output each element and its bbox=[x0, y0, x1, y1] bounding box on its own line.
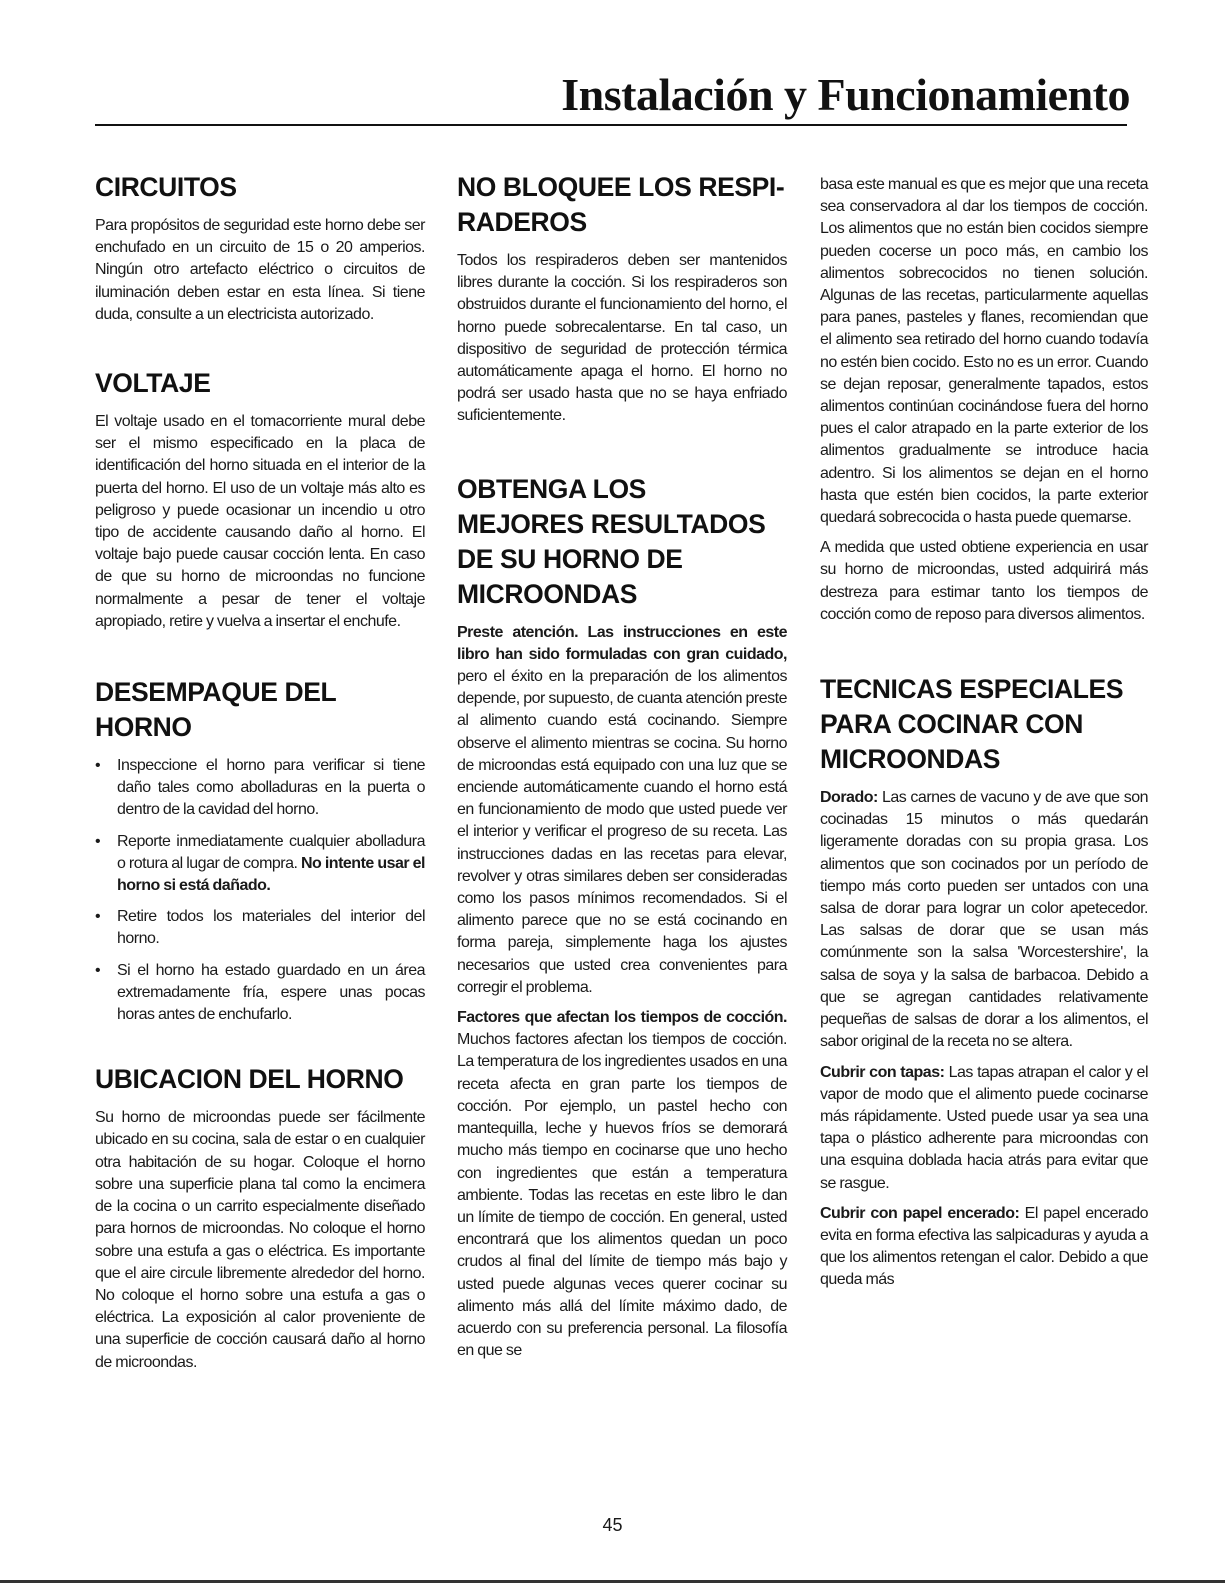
lead-in-bold: Dorado: bbox=[820, 789, 878, 807]
bottom-edge bbox=[0, 1580, 1225, 1583]
section-voltaje bbox=[95, 366, 425, 633]
section-paragraph bbox=[457, 1007, 787, 1362]
paragraph-text: Muchos factores afectan los tiempos de cocción. La temperatura de los ingredientes usados en una receta afecta en gran parte los tiempos de cocción. Por ejemplo, un pastel hecho con mantequilla, leche y huevos fríos se demorará mucho más tiempo en cocinarse que uno hecho con ingredientes que están a temperatura ambiente. Todas las recetas en este libro le dan un límite de tiempo de cocción. En general, usted encontrará que los alimentos quedan un poco crudos al final del límite de tiempo más bajo y usted puede algunas veces querer cocinar su alimento más allá del límite máximo dado, de acuerdo con su preferencia personal. La filosofía en que se bbox=[457, 1031, 787, 1360]
section-paragraph: A medida que usted obtiene experiencia en usar su horno de microondas, usted adquirirá más destreza para estimar tanto los tiempos de cocción como de reposo para diversos alimentos. bbox=[820, 539, 1148, 623]
heading-line: MEJORES RESULTADOS bbox=[457, 508, 766, 539]
list-item bbox=[95, 960, 425, 1027]
column-right bbox=[820, 174, 1148, 1332]
section-paragraph bbox=[457, 622, 787, 999]
section-paragraph: Para propósitos de seguridad este horno debe ser enchufado en un circuito de 15 o 20 amperios. Ningún otro artefacto eléctrico o circuitos de iluminación deben estar en esta línea. Si tiene duda, consulte a un electricista autorizado. bbox=[95, 217, 425, 323]
heading-line: DESEMPAQUE DEL bbox=[95, 677, 337, 708]
page-title: Instalación y Funcionamiento bbox=[561, 69, 1130, 120]
section-paragraph: Todos los respiraderos deben ser mantenidos libres durante la cocción. Si los respiraderos son obstruidos durante el funcionamiento del horno, el horno puede sobrecalentarse. En tal caso, un dispositivo de seguridad de protección térmica automáticamente apaga el horno. El horno no podrá ser usado hasta que no se haya enfriado suficientemente. bbox=[457, 252, 787, 425]
lead-in-bold: Cubrir con tapas: bbox=[820, 1063, 945, 1081]
lead-in-bold: Factores que afectan los tiempos de cocción. bbox=[457, 1009, 787, 1027]
section-circuitos bbox=[95, 170, 425, 326]
header-divider bbox=[95, 124, 1127, 126]
bullet-icon: • bbox=[95, 961, 101, 979]
bullet-icon: • bbox=[95, 757, 101, 775]
heading-line: MICROONDAS bbox=[457, 578, 638, 609]
heading-line: TECNICAS ESPECIALES bbox=[820, 674, 1124, 705]
section-heading bbox=[820, 672, 1148, 777]
list-item-text: Si el horno ha estado guardado en un área extremadamente fría, espere unas pocas horas antes de enchufarlo. bbox=[117, 961, 425, 1024]
bullet-icon: • bbox=[95, 908, 101, 926]
section-heading: VOLTAJE bbox=[95, 368, 211, 399]
bullet-list bbox=[95, 755, 425, 1026]
section-paragraph: El voltaje usado en el tomacorriente mural debe ser el mismo especificado en la placa de identificación del horno situada en el interior de la puerta del horno. El uso de un voltaje más alto es peligroso y puede ocasionar un incendio u otro tipo de accidente causando daño al horno. El voltaje bajo puede causar cocción lenta. En caso de que su horno de microondas no funcione normalmente a pesar de tener el voltaje apropiado, retire y vuelva a insertar el enchufe. bbox=[95, 413, 425, 630]
section-heading bbox=[457, 170, 787, 240]
heading-line: HORNO bbox=[95, 712, 192, 743]
list-item-text: Retire todos los materiales del interior del horno. bbox=[117, 908, 425, 948]
heading-line: PARA COCINAR CON bbox=[820, 709, 1084, 740]
paragraph-text: Las tapas atrapan el calor y el vapor de modo que el alimento puede cocinarse más rápidamente. Usted puede usar ya sea una tapa o plástico adherente para microondas con una esquina doblada hacia atrás para evitar que se rasgue. bbox=[820, 1063, 1148, 1192]
page-number: 45 bbox=[602, 1515, 623, 1535]
paragraph-text: pero el éxito en la preparación de los alimentos depende, por supuesto, de cuanta atención preste al alimento cuando está cocinando. Siempre observe el alimento mientras se cocina. Su horno de microondas está equipado con una luz que se enciende automáticamente cuando el horno está en funcionamiento de modo que usted puede ver el interior y verificar el progreso de su receta. Las instrucciones dadas en las recetas para elevar, revolver y otras similares deben ser consideradas como los pasos mínimos recomendados. Si el alimento parece que no se está cocinando en forma pareja, simplemente haga los ajustes necesarios que usted crea convenientes para corregir el problema. bbox=[457, 668, 787, 996]
list-item bbox=[95, 831, 425, 898]
section-paragraph bbox=[820, 1062, 1148, 1195]
section-heading: UBICACION DEL HORNO bbox=[95, 1064, 404, 1095]
paragraph-text: Las carnes de vacuno y de ave que son cocinadas 15 minutos o más quedarán ligeramente doradas con su propia grasa. Los alimentos que son cocinados por un período de tiempo más corto pueden ser untados con una salsa de dorar para lograr un color apetecedor. Las salsas de dorar que se usan más comúnmente son la salsa 'Worcestershire', la salsa de soya y la salsa de barbacoa. Debido a que se agregan cantidades relativamente pequeñas de salsas de dorar a los alimentos, el sabor original de la receta no se altera. bbox=[820, 789, 1148, 1051]
section-desempaque bbox=[95, 675, 425, 1026]
section-heading: CIRCUITOS bbox=[95, 172, 237, 202]
section-paragraph: Su horno de microondas puede ser fácilmente ubicado en su cocina, sala de estar o en cualquier otra habitación de su hogar. Coloque el horno sobre una superficie plana tal como la encimera de la cocina o un carrito especialmente diseñado para hornos de microondas. No coloque el horno sobre una estufa a gas o eléctrica. Es importante que el aire circule libremente alrededor del horno. No coloque el horno sobre una estufa a gas o eléctrica. La exposición al calor proveniente de una superficie de cocción causará daño al horno de microondas. bbox=[95, 1109, 425, 1371]
section-respiraderos bbox=[457, 170, 787, 428]
section-paragraph bbox=[820, 1203, 1148, 1292]
list-item-bold-text: No intente usar el horno si está dañado. bbox=[117, 854, 426, 895]
list-item bbox=[95, 755, 425, 822]
list-item-text: Inspeccione el horno para verificar si tiene daño tales como abolladuras en la puerta o dentro de la cavidad del horno. bbox=[117, 757, 425, 819]
column-middle bbox=[457, 170, 787, 1402]
column-left bbox=[95, 170, 425, 1414]
list-item-text: Reporte inmediatamente cualquier abolladura o rotura al lugar de compra. bbox=[117, 832, 425, 872]
section-paragraph bbox=[820, 787, 1148, 1053]
paragraph-text: El papel encerado evita en forma efectiva las salpicaduras y ayuda a que los alimentos retengan el calor. Debido a que queda más bbox=[820, 1204, 1148, 1289]
section-tecnicas bbox=[820, 672, 1148, 1291]
list-item bbox=[95, 906, 425, 950]
section-ubicacion bbox=[95, 1062, 425, 1373]
heading-line: DE SU HORNO DE bbox=[457, 543, 683, 574]
section-continuation bbox=[820, 174, 1148, 626]
lead-in-bold: Cubrir con papel encerado: bbox=[820, 1204, 1020, 1222]
section-heading bbox=[95, 675, 425, 745]
section-paragraph: basa este manual es que es mejor que una receta sea conservadora al dar los tiempos de cocción. Los alimentos que no están bien cocidos siempre pueden cocerse un poco más, en cambio los alimentos sobrecocidos no tienen solución. Algunas de las recetas, particularmente aquellas para panes, pasteles y flanes, recomiendan que el alimento sea retirado del horno cuando todavía no estén bien cocido. Esto no es un error. Cuando se dejan reposar, generalmente tapados, estos alimentos continúan cocinándose fuera del horno pues el calor atrapado en la parte exterior de los alimentos gradualmente se introduce hacia adentro. Si los alimentos se dejan en el horno hasta que estén bien cocidos, la parte exterior quedará sobrecocida o hasta puede quemarse. bbox=[820, 176, 1148, 527]
section-heading bbox=[457, 472, 787, 612]
heading-line: NO BLOQUEE LOS RESPI- bbox=[457, 172, 785, 202]
bullet-icon: • bbox=[95, 832, 101, 850]
heading-line: OBTENGA LOS bbox=[457, 473, 646, 504]
heading-line: RADEROS bbox=[457, 207, 587, 237]
section-resultados bbox=[457, 472, 787, 1363]
lead-in-bold: Preste atención. Las instrucciones en este libro han sido formuladas con gran cuidado, bbox=[457, 623, 787, 663]
heading-line: MICROONDAS bbox=[820, 744, 1001, 775]
